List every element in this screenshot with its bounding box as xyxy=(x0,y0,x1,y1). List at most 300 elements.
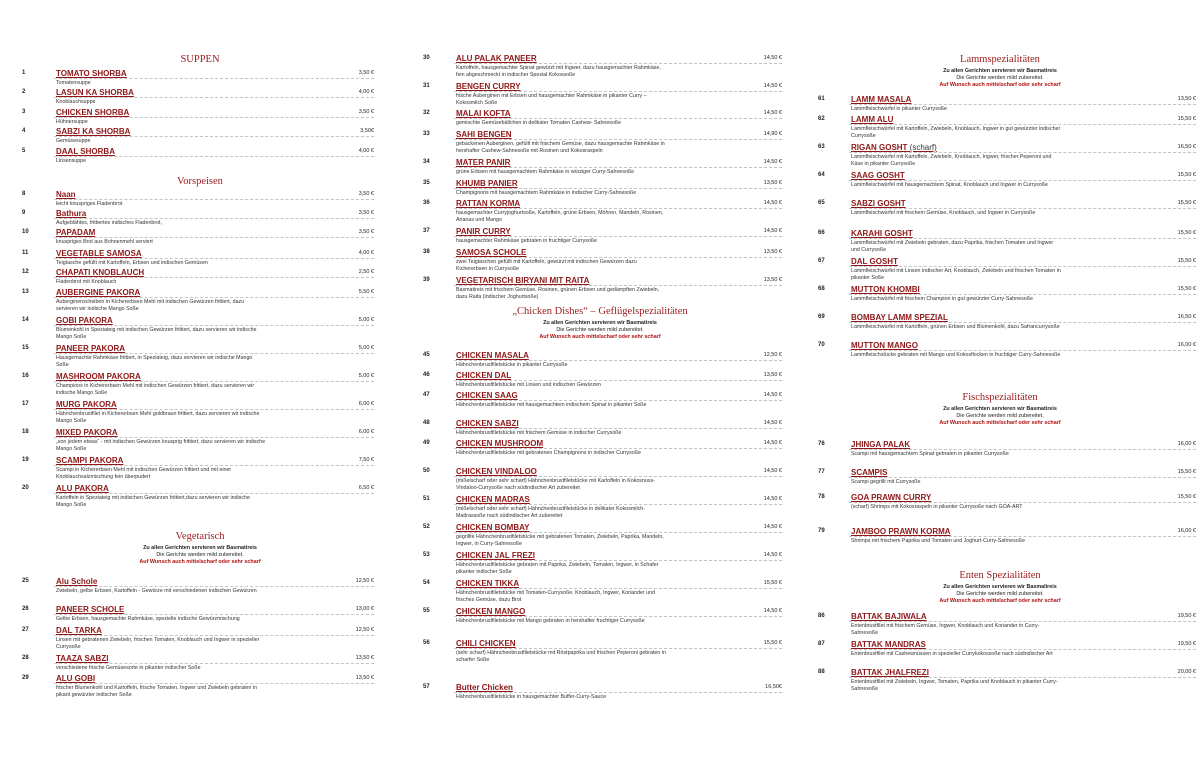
item-divider xyxy=(849,677,1196,678)
item-divider xyxy=(849,266,1196,267)
item-price: 12,50 € xyxy=(355,578,374,584)
section-title: „Chicken Dishes“ – Geflügelspezialitäten xyxy=(512,306,688,317)
item-divider xyxy=(849,124,1196,125)
item-description: Lammfleischstücke gebraten mit Mango und Kokosflocken in fruchtiger Curry-Sahnesoße xyxy=(851,352,1061,358)
item-description: hausgemachter Rahmkäse gebraten in fruchtiger Currysoße xyxy=(456,238,598,244)
item-number: 61 xyxy=(818,96,825,102)
item-number: 87 xyxy=(818,641,825,647)
item-name xyxy=(456,109,511,118)
item-name xyxy=(851,612,927,621)
item-number: 50 xyxy=(423,468,430,474)
item-name xyxy=(56,626,102,635)
item-price: 6,00 € xyxy=(358,401,374,407)
item-number: 49 xyxy=(423,440,430,446)
item-description: Lammfleischwürfel mit frischem Champion in gut gewürzter Curry-Sahnesoße xyxy=(851,296,1033,302)
item-name xyxy=(851,257,898,266)
item-price: 13,50 € xyxy=(763,277,782,283)
item-description: Lammfleischwürfel mit Kartoffeln, Zwiebeln, Knoblauch, Ingwer in gut gewürzter indischer Currysoße xyxy=(851,126,1061,140)
item-number: 16 xyxy=(22,373,29,379)
item-price: 15,50 € xyxy=(1177,494,1196,500)
item-divider xyxy=(54,78,374,79)
item-description: Linsensuppe xyxy=(56,158,87,164)
item-price: 14,50 € xyxy=(763,159,782,165)
item-name-text: MUTTON KHOMBI xyxy=(851,285,920,294)
item-divider xyxy=(849,621,1196,622)
item-description: Hähnchenbrustfiletstücke mit frischem Gemüse in indischer Currysoße xyxy=(456,430,622,436)
item-name-text: SAMOSA SCHOLE xyxy=(456,248,527,257)
item-name xyxy=(456,683,513,692)
item-name-text: CHICKEN TIKKA xyxy=(456,579,520,588)
item-divider xyxy=(454,257,782,258)
item-name-text: GOBI PAKORA xyxy=(56,316,113,325)
item-divider xyxy=(454,285,782,286)
item-number: 53 xyxy=(423,552,430,558)
item-name xyxy=(851,640,926,649)
item-divider xyxy=(454,188,782,189)
item-number: 69 xyxy=(818,314,825,320)
item-number: 39 xyxy=(423,277,430,283)
item-name-text: VEGETABLE SAMOSA xyxy=(56,249,142,258)
item-divider xyxy=(454,588,782,589)
item-number: 8 xyxy=(22,191,26,197)
item-description: Lammfleischwürfel mit frischem Gemüse, Knoblauch, und Ingwer in Currysoße xyxy=(851,210,1036,216)
item-description: Hähnchenbrustfiletstücke in pikanter Currysoße xyxy=(456,362,568,368)
item-name xyxy=(456,248,526,257)
item-description: Hähnchenbrustfiletstücke mit hausgemachtem indischem Spinat in pikanter Soße xyxy=(456,402,647,408)
item-divider xyxy=(454,400,782,401)
item-name-text: ALU PAKORA xyxy=(56,484,109,493)
item-name xyxy=(56,228,95,237)
item-number: 88 xyxy=(818,669,825,675)
item-price: 4,00 € xyxy=(358,89,374,95)
item-number: 86 xyxy=(818,613,825,619)
item-number: 4 xyxy=(22,128,26,134)
item-name-text: BATTAK BAJIWALA xyxy=(851,612,927,621)
item-description: Kartoffeln in Speziateig mit indischen Gewürzen frittiert,dazu servieren wir indische Mango Soße xyxy=(56,495,250,509)
item-name-text: TAAZA SABZI xyxy=(56,654,109,663)
item-name-text: VEGETARISCH BIRYANI MIT RAITA xyxy=(456,276,590,285)
item-price: 15,50 € xyxy=(1177,286,1196,292)
item-name-text: CHICKEN DAL xyxy=(456,371,512,380)
item-description: verschiedene frische Gemüsesorte in pikanter indischer Soße xyxy=(56,665,201,671)
item-price: 14,50 € xyxy=(763,608,782,614)
item-name-text: MUTTON MANGO xyxy=(851,341,918,350)
item-name xyxy=(56,147,115,156)
item-name-text: LASUN KA SHORBA xyxy=(56,88,134,97)
item-price: 6,00 € xyxy=(358,429,374,435)
item-name xyxy=(56,654,108,663)
item-number: 45 xyxy=(423,352,430,358)
item-name-text: PANEER SCHOLE xyxy=(56,605,125,614)
item-price: 16,50 € xyxy=(1177,314,1196,320)
item-divider xyxy=(454,476,782,477)
item-price: 20,00 € xyxy=(1177,669,1196,675)
section-title: Vegetarisch xyxy=(175,531,225,542)
item-name-text: CHICKEN SAAG xyxy=(456,391,518,400)
item-description: Hähnchenbrustfiletstücke mit gebratenen Champignons in indischer Currysoße xyxy=(456,450,641,456)
item-name-text: PAPADAM xyxy=(56,228,96,237)
item-price: 5,00 € xyxy=(358,345,374,351)
item-price: 15,50 € xyxy=(1177,172,1196,178)
item-divider xyxy=(849,502,1196,503)
item-divider xyxy=(849,238,1196,239)
item-divider xyxy=(54,156,374,157)
item-description: Scampi gegrillt mit Currysoße xyxy=(851,479,921,485)
item-price: 7,50 € xyxy=(358,457,374,463)
item-divider xyxy=(454,380,782,381)
item-description: Hähnchenbrustfiletstücke mit Linsen und indischen Gewürzen xyxy=(456,382,601,388)
item-number: 17 xyxy=(22,401,29,407)
item-number: 79 xyxy=(818,528,825,534)
item-number: 15 xyxy=(22,345,29,351)
item-number: 37 xyxy=(423,228,430,234)
item-description: grüne Erbsen mit hausgemachtem Rahmkäse in würziger Curry-Sahnesoße xyxy=(456,169,635,175)
item-name xyxy=(456,419,519,428)
item-name-text: BENGEN CURRY xyxy=(456,82,521,91)
item-divider xyxy=(54,437,374,438)
item-number: 54 xyxy=(423,580,430,586)
item-name xyxy=(56,268,144,277)
item-description: Blumenkohl in Speziateig mit indischen Gewürzen frittiert, dazu servieren wir indische Mango Soße xyxy=(56,327,257,341)
item-name xyxy=(56,674,95,683)
item-description: Basmatireis mit frischem Gemüse, Rosinen, grünen Erbsen und gedämpften Zwiebeln, dazu Raita (indischer Joghurtsoße) xyxy=(456,287,660,301)
item-name xyxy=(456,199,520,208)
item-name-text: CHICKEN JAL FREZI xyxy=(456,551,535,560)
item-name xyxy=(56,209,86,218)
item-name-text: CHICKEN MUSHROOM xyxy=(456,439,544,448)
item-divider xyxy=(54,635,374,636)
item-price: 19,50 € xyxy=(1177,613,1196,619)
item-name xyxy=(456,351,529,360)
item-divider xyxy=(54,218,374,219)
item-price: 13,50 € xyxy=(763,249,782,255)
item-number: 35 xyxy=(423,180,430,186)
item-name xyxy=(456,551,535,560)
item-price: 4,00 € xyxy=(358,250,374,256)
item-divider xyxy=(454,560,782,561)
item-name-text: KARAHI GOSHT xyxy=(851,229,913,238)
section-note-2: Die Gerichte werden mild zubereitet. xyxy=(956,591,1044,597)
item-description: gemischte Gemüsebällchen in delikater Tomaten Cashew- Sahnesoße xyxy=(456,120,622,126)
item-name xyxy=(56,484,109,493)
item-description: Entenbrustfilet mit Cashewnüssen in spezieller Currykokossoße nach südindischer Art xyxy=(851,651,1053,657)
section-note-1: Zu allen Gerichten servieren wir Basmatireis xyxy=(943,406,1057,412)
item-number: 51 xyxy=(423,496,430,502)
item-price: 13,50 € xyxy=(355,655,374,661)
item-divider xyxy=(849,180,1196,181)
item-price: 14,50 € xyxy=(763,392,782,398)
item-price: 19,50 € xyxy=(1177,641,1196,647)
item-price: 3,50€ xyxy=(360,128,374,134)
item-description: Hähnchenbrustfiletstücke mit Mango gebraten in hershafter fruchtiger Currysoße xyxy=(456,618,645,624)
item-number: 14 xyxy=(22,317,29,323)
item-name xyxy=(456,179,518,188)
item-description: Entenbrustfilet mit Zwiebeln, Ingwer, Tomaten, Paprika und Knoblauch in pikanter Curry-Sahnesoße xyxy=(851,679,1058,693)
item-name-text: SABZI GOSHT xyxy=(851,199,906,208)
item-name xyxy=(56,127,130,136)
section-note-3: Auf Wunsch auch mittelscharf oder sehr scharf xyxy=(939,82,1061,88)
item-divider xyxy=(454,360,782,361)
section-note-2: Die Gerichte werden mild zubereitet. xyxy=(956,75,1044,81)
item-price: 13,50 € xyxy=(763,372,782,378)
item-number: 38 xyxy=(423,249,430,255)
item-divider xyxy=(54,97,374,98)
item-number: 70 xyxy=(818,342,825,348)
item-name xyxy=(851,527,951,536)
item-divider xyxy=(849,477,1196,478)
item-divider xyxy=(454,236,782,237)
item-price: 14,50 € xyxy=(763,468,782,474)
item-price: 15,50 € xyxy=(763,580,782,586)
item-divider xyxy=(849,536,1196,537)
item-price: 14,50 € xyxy=(763,83,782,89)
section-note-3: Auf Wunsch auch mittelscharf oder sehr scharf xyxy=(939,420,1061,426)
item-price: 14,50 € xyxy=(763,552,782,558)
item-description: Hähnchenbrustfiletstücke in hausgemachter Buffer-Curry-Sauce xyxy=(456,694,607,700)
item-description: Teigtasche gefüllt mit Kartoffeln, Erbsen und indischen Gemüsen xyxy=(56,260,208,266)
item-number: 1 xyxy=(22,70,26,76)
item-divider xyxy=(54,586,374,587)
item-description: (scharf) Shrimps mit Kokosraspeln in pikanter Currysoße nach GOA-ART xyxy=(851,504,1023,510)
item-number: 62 xyxy=(818,116,825,122)
item-description: Hausgemachte Rahmkäse frittiert, in Speziateig, dazu servieren wir indische Mango Soße xyxy=(56,355,253,369)
item-description: gegrillte Hähnchenbrustfiletstücke mit gebratenen Tomaten, Zwiebeln, Paprika, Mandeln, Ingwer, in Curry-Sahnesoße xyxy=(456,534,664,548)
item-name-text: ALU GOBI xyxy=(56,674,96,683)
item-number: 78 xyxy=(818,494,825,500)
item-description: leicht knuspriges Fladenbrot xyxy=(56,201,123,207)
item-number: 63 xyxy=(818,144,825,150)
item-price: 15,50 € xyxy=(1177,200,1196,206)
section-note-2: Die Gerichte werden mild zubereitet. xyxy=(556,327,644,333)
item-description: knuspriges Brot aus Bohnenmehl serviert xyxy=(56,239,153,245)
item-price: 13,50 € xyxy=(763,180,782,186)
item-description: Auberginenscheiben in Kichererbsen Mehl mit indischen Gewürzen frittiert, dazu servieren wir indische Mango Soße xyxy=(56,299,245,313)
item-description: Zwiebeln, gelbe Erbsen, Kartoffeln - Gewürze mit verschiedenen indischen Gewürzen xyxy=(56,588,257,594)
item-number: 9 xyxy=(22,210,26,216)
item-number: 57 xyxy=(423,684,430,690)
item-description: hausgemachter Curryjoghurtsoße, Kartoffeln, grüne Erbsen, Möhren, Mandeln, Rosinen, Ananas und Mango xyxy=(456,210,664,224)
item-description: frischer Blumenkohl und Kartoffeln, frische Tomaten, Ingwer und Zwiebeln gebraten in pikant gewürzter indischer Soße xyxy=(56,685,257,699)
item-price: 2,50 € xyxy=(358,269,374,275)
item-name-text: CHICKEN SABZI xyxy=(456,419,519,428)
item-price: 15,50 € xyxy=(1177,116,1196,122)
item-description: zwei Teigtaschen gefüllt mit Kartoffeln, gewürzt mit indischen Gewürzen dazu Kichererbsen in Currysoße xyxy=(456,259,637,273)
item-divider xyxy=(849,350,1196,351)
item-number: 52 xyxy=(423,524,430,530)
item-number: 33 xyxy=(423,131,430,137)
item-name-text: Butter Chicken xyxy=(456,683,513,692)
item-price: 16,00 € xyxy=(1177,441,1196,447)
section-note-3: Auf Wunsch auch mittelscharf oder sehr scharf xyxy=(539,334,661,340)
item-name-text: DAL GOSHT xyxy=(851,257,898,266)
item-price: 15,50 € xyxy=(1177,230,1196,236)
item-number: 13 xyxy=(22,289,29,295)
section-note-1: Zu allen Gerichten servieren wir Basmatireis xyxy=(943,68,1057,74)
item-divider xyxy=(54,325,374,326)
section-note-1: Zu allen Gerichten servieren wir Basmatireis xyxy=(543,320,657,326)
item-divider xyxy=(54,381,374,382)
item-name-text: SAHI BENGEN xyxy=(456,130,512,139)
item-name xyxy=(851,440,910,449)
item-divider xyxy=(54,353,374,354)
item-number: 20 xyxy=(22,485,29,491)
item-number: 2 xyxy=(22,89,26,95)
item-name-text: DAL TARKA xyxy=(56,626,102,635)
item-number: 3 xyxy=(22,109,26,115)
item-name xyxy=(851,468,887,477)
item-description: Gemüsesuppe xyxy=(56,138,91,144)
item-name-text: CHAPATI KNOBLAUCH xyxy=(56,268,145,277)
item-price: 3,50 € xyxy=(358,191,374,197)
item-name xyxy=(851,171,905,180)
item-divider xyxy=(454,63,782,64)
section-note-1: Zu allen Gerichten servieren wir Basmatireis xyxy=(143,545,257,551)
item-number: 65 xyxy=(818,200,825,206)
item-name xyxy=(456,439,543,448)
item-number: 29 xyxy=(22,675,29,681)
item-price: 15,50 € xyxy=(1177,258,1196,264)
item-name-text: MASHROOM PAKORA xyxy=(56,372,141,381)
item-price: 14,50 € xyxy=(763,110,782,116)
item-name xyxy=(851,668,929,677)
item-name xyxy=(56,69,127,78)
item-number: 46 xyxy=(423,372,430,378)
item-divider xyxy=(54,683,374,684)
item-number: 5 xyxy=(22,148,26,154)
item-price: 13,00 € xyxy=(355,606,374,612)
item-name xyxy=(56,428,118,437)
item-price: 14,90 € xyxy=(763,131,782,137)
item-description: Entenbrustfilet mit frischem Gemüse, Ingwer, Knoblauch und Koriander in Curry-Sahnesoße xyxy=(851,623,1040,637)
item-name xyxy=(456,276,589,285)
item-description: Hühnersuppe xyxy=(56,119,88,125)
item-divider xyxy=(54,409,374,410)
item-name xyxy=(851,199,906,208)
item-name-text: BATTAK JHALFREZI xyxy=(851,668,929,677)
item-description: Shrimps mit frischem Paprika und Tomaten und Joghurt-Curry-Sahnesoße xyxy=(851,538,1025,544)
item-name-text: CHILI CHICKEN xyxy=(456,639,516,648)
item-divider xyxy=(454,118,782,119)
item-number: 31 xyxy=(423,83,430,89)
item-number: 30 xyxy=(423,55,430,61)
item-price: 12,50 € xyxy=(355,627,374,633)
item-name-text: RATTAN KORMA xyxy=(456,199,521,208)
item-name xyxy=(851,229,913,238)
item-divider xyxy=(54,277,374,278)
item-price: 14,50 € xyxy=(763,496,782,502)
item-name xyxy=(456,371,511,380)
item-divider xyxy=(454,91,782,92)
item-divider xyxy=(454,448,782,449)
item-description: Lammfleischwürfel mit Kartoffeln, Zwiebeln, Knoblauch, Ingwer, frischer Peperoni und Käse in pikanter Currysoße xyxy=(851,154,1052,168)
item-name xyxy=(851,313,948,322)
item-number: 48 xyxy=(423,420,430,426)
item-description: Aufgeblähtes, frittiertes indisches Fladenbrot, xyxy=(56,220,162,226)
item-divider xyxy=(454,504,782,505)
item-description: Hähnchenbrustfilet in Kichererbsen Mehl goldbraun frittiert, dazu servieren wir indische Mango Soße xyxy=(56,411,260,425)
item-name xyxy=(456,579,519,588)
item-number: 12 xyxy=(22,269,29,275)
item-number: 27 xyxy=(22,627,29,633)
item-name-text: GOA PRAWN CURRY xyxy=(851,493,932,502)
item-name-text: CHICKEN MADRAS xyxy=(456,495,530,504)
item-divider xyxy=(849,449,1196,450)
item-divider xyxy=(454,648,782,649)
item-divider xyxy=(454,692,782,693)
item-number: 11 xyxy=(22,250,29,256)
item-number: 55 xyxy=(423,608,430,614)
item-name-text: CHICKEN BOMBAY xyxy=(456,523,530,532)
item-price: 14,50 € xyxy=(763,524,782,530)
item-price: 6,50 € xyxy=(358,485,374,491)
item-name-text: MURG PAKORA xyxy=(56,400,117,409)
item-name xyxy=(456,607,525,616)
item-name xyxy=(56,288,140,297)
item-name-text: JHINGA PALAK xyxy=(851,440,911,449)
item-name-text: SCAMPI PAKORA xyxy=(56,456,124,465)
item-number: 34 xyxy=(423,159,430,165)
item-name xyxy=(56,316,113,325)
item-name-text: LAMM ALU xyxy=(851,115,894,124)
section-title: Enten Spezialitäten xyxy=(959,570,1041,581)
item-description: Scampi in Kichererbsen Mehl mit indischen Gewürzen frittiert und mit einer Knoblauchsalzmischung fein überpudert xyxy=(56,467,232,481)
item-divider xyxy=(54,199,374,200)
item-description: Champions in Kichererbsen Mehl mit indischen Gewürzen frittiert, dazu servieren wir indische Mango Soße xyxy=(56,383,255,397)
item-price: 16,50 € xyxy=(1177,144,1196,150)
item-name xyxy=(56,344,125,353)
item-number: 19 xyxy=(22,457,29,463)
item-name xyxy=(56,577,97,586)
item-price: 14,50 € xyxy=(763,55,782,61)
item-divider xyxy=(849,294,1196,295)
item-divider xyxy=(54,297,374,298)
item-price: 3,50 € xyxy=(358,229,374,235)
item-description: Knoblauchsuppe xyxy=(56,99,96,105)
item-name-text: CHICKEN MASALA xyxy=(456,351,529,360)
item-number: 66 xyxy=(818,230,825,236)
item-name xyxy=(56,456,123,465)
item-divider xyxy=(454,616,782,617)
item-description: „von jedem etwas“ - mit indischen Gewürzen knusprig frittiert, dazu servieren wir indische Mango Soße xyxy=(56,439,266,453)
item-name xyxy=(56,605,124,614)
item-description: Champignons mit hausgemachtem Rahmkäse in indischer Curry-Sahnesoße xyxy=(456,190,637,196)
item-divider xyxy=(54,465,374,466)
item-name xyxy=(456,639,516,648)
item-name-text: LAMM MASALA xyxy=(851,95,912,104)
item-name xyxy=(56,88,134,97)
item-name-text: RIGAN GOSHT xyxy=(851,143,908,152)
item-price: 3,50 € xyxy=(358,109,374,115)
item-description: Tomatensuppe xyxy=(56,80,91,86)
item-name-text: Naan xyxy=(56,190,76,199)
item-divider xyxy=(849,208,1196,209)
item-number: 26 xyxy=(22,606,29,612)
item-number: 76 xyxy=(818,441,825,447)
section-note-1: Zu allen Gerichten servieren wir Basmalireis xyxy=(943,584,1057,590)
item-divider xyxy=(849,322,1196,323)
item-name xyxy=(851,285,920,294)
item-divider xyxy=(454,139,782,140)
item-price: 15,50 € xyxy=(1177,469,1196,475)
item-divider xyxy=(849,152,1196,153)
item-name-text: BATTAK MANDRAS xyxy=(851,640,926,649)
item-description: Linsen mit gebratenen Zwiebeln, frischen Tomaten, Knoblauch und Ingwer in spezieller Currysoße xyxy=(56,637,260,651)
item-divider xyxy=(54,493,374,494)
item-number: 77 xyxy=(818,469,825,475)
item-divider xyxy=(454,208,782,209)
item-name xyxy=(56,249,142,258)
item-number: 18 xyxy=(22,429,29,435)
